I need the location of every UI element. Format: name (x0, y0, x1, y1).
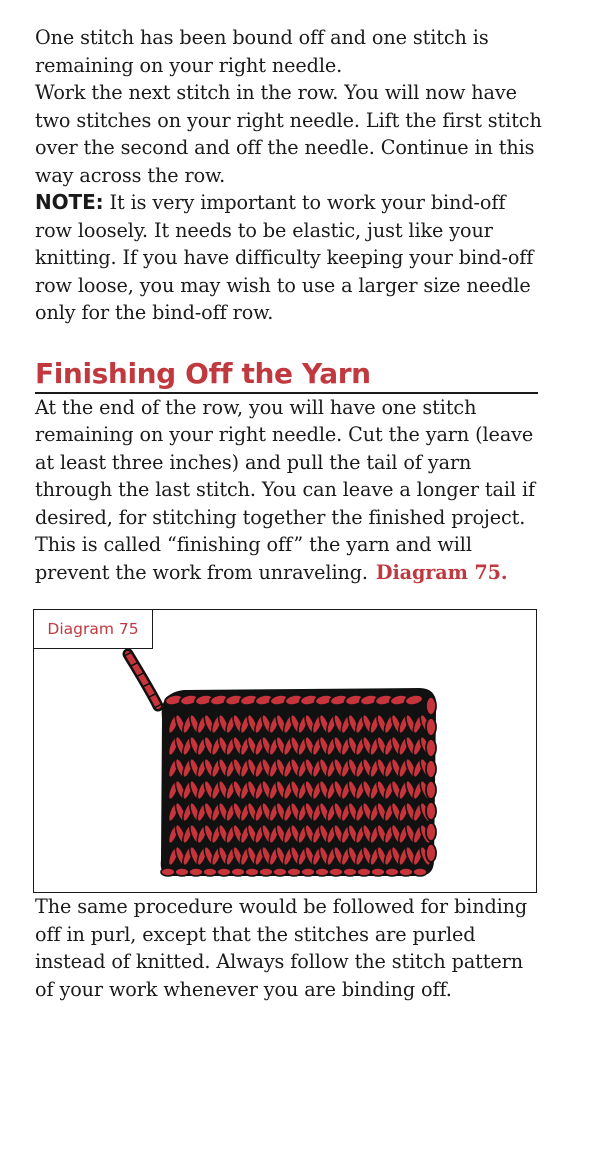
diagram-reference-link[interactable]: Diagram 75. (375, 560, 508, 584)
section-heading: Finishing Off the Yarn (35, 357, 538, 394)
knitted-swatch-illustration (34, 610, 538, 894)
paragraph-work-next-stitch: Work the next stitch in the row. You will now have two stitches on your right needle. Lift the first stitch over the second and off the needle. Continue in this way across the row. (35, 81, 542, 187)
note-paragraph (35, 189, 545, 327)
paragraph-bound-off: One stitch has been bound off and one stitch is remaining on your right needle. (35, 26, 489, 77)
page-content (35, 24, 545, 1003)
paragraph-purl-bind-off: The same procedure would be followed for binding off in purl, except that the stitches are purled instead of knitted. Always follow the stitch pattern of your work whenever you are binding off. (35, 895, 528, 1001)
paragraph-finishing-off (35, 394, 545, 587)
diagram-label: Diagram 75 (33, 609, 153, 649)
diagram-figure (33, 609, 537, 893)
finishing-off-text: At the end of the row, you will have one stitch remaining on your right needle. Cut the yarn (leave at least three inches) and pull the tail of yarn through the last stitch. You can leave a longer tail if desired, for stitching together the finished project. This is called “finishing off” the yarn and will prevent the work from unraveling. (35, 395, 535, 584)
note-label: NOTE: (35, 190, 104, 214)
note-text: It is very important to work your bind-off row loosely. It needs to be elastic, just like your knitting. If you have difficulty keeping your bind-off row loose, you may wish to use a larger size needle only for the bind-off row. (35, 191, 534, 324)
